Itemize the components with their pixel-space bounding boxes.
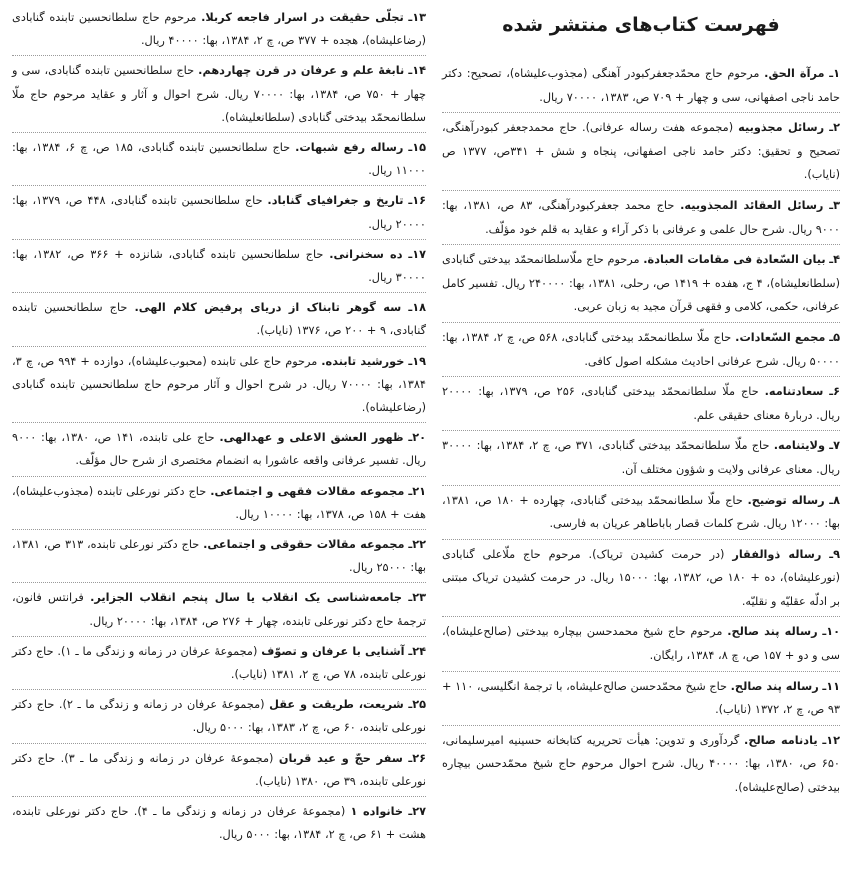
entry-details: حاج علی تابنده، ۱۴۱ ص، ۱۳۸۰، بها: ۹۰۰۰ ریال. تفسیر عرفانی واقعه عاشورا به انضمام مختصری از شرح حال مؤلّف.: [12, 431, 426, 468]
book-entry: [12, 6, 426, 56]
entry-details: حاج سلطانحسین تابنده گنابادی، ۱۸۵ ص، چ ۶، ۱۳۸۴، بها: ۱۱۰۰۰ ریال.: [12, 141, 426, 178]
entry-details: (در حرمت کشیدن تریاک). مرحوم حاج ملّاعلی گنابادی (نورعلیشاه)، ده + ۱۸۰ ص، ۱۳۸۲، بها: ۱۵۰۰۰ ریال. در حرمت کشیدن تریاک مبتنی بر ادلّه عقلیّه و نقلیّه.: [442, 547, 840, 608]
entry-title: ده سخنرانی.: [329, 247, 403, 261]
entry-number: ۲۴ـ: [408, 644, 426, 658]
entry-number: ۲۳ـ: [408, 591, 426, 605]
book-entry: [12, 693, 426, 743]
entry-number: ۳ـ: [829, 198, 840, 212]
entry-details: حاج شیخ محمّدحسن صالح‌علیشاه، با ترجمهٔ انگلیسی، ۱۱۰ + ۹۳ ص، چ ۲، ۱۳۷۲ (نایاب).: [442, 679, 840, 717]
entry-details: حاج ملّا سلطانمحمّد بیدختی گنابادی، چهارده + ۱۸۰ ص، ۱۳۸۱، بها: ۱۲۰۰۰ ریال. شرح کلمات قصار باباطاهر عریان به فارسی.: [442, 493, 840, 531]
entry-details: حاج سلطانحسین تابنده گنابادی، سی و چهار + ۷۵۰ ص، ۱۳۸۴، بها: ۷۰۰۰۰ ریال. شرح احوال و آثار و عقاید مرحوم حاج ملّا سلطانمحمّد بیدختی گنابادی (سلطانعلیشاه).: [12, 64, 426, 124]
entry-number: ۹ـ: [829, 547, 841, 561]
entry-number: ۲۵ـ: [408, 698, 427, 712]
book-list-right: [442, 62, 840, 803]
entry-details: حاج ملّا سلطانمحمّد بیدختی گنابادی، ۵۶۸ ص، چ ۲، ۱۳۸۴، بها: ۵۰۰۰۰ ریال. شرح عرفانی احادیث مشکله اصول کافی.: [442, 330, 840, 368]
entry-title: تجلّی حقیقت در اسرار فاجعه کربلا.: [201, 11, 404, 24]
entry-title: یادنامه صالح.: [744, 733, 818, 747]
entry-title: خانواده ۱: [350, 805, 404, 819]
entry-number: ۱۵ـ: [408, 141, 426, 155]
book-entry: [12, 640, 426, 690]
entry-number: ۲ـ: [829, 121, 840, 135]
entry-details: حاج دکتر نورعلی تابنده (مجذوب‌علیشاه)، هفت + ۱۵۸ ص، ۱۳۷۸، بها: ۱۰۰۰۰ ریال.: [12, 484, 426, 521]
book-entry: [12, 243, 426, 293]
book-entry: [442, 729, 840, 803]
entry-title: خورشید تابنده.: [321, 354, 405, 368]
entry-number: ۱۷ـ: [408, 247, 426, 261]
entry-title: رساله پند صالح.: [727, 625, 818, 639]
entry-details: گردآوری و تدوین: هیأت تحریریه کتابخانه حسینیه امیرسلیمانی، ۶۵۰ ص، ۱۳۸۰، بها: ۴۰۰۰۰ ریال. شرح احوال مرحوم حاج شیخ محمّدحسن بیچاره بیدختی (صالح‌علیشاه).: [442, 733, 840, 795]
entry-title: جامعه‌شناسی یک انقلاب یا سال پنجم انقلاب الجزایر.: [90, 591, 403, 605]
entry-details: (مجموعهٔ عرفان در زمانه و زندگی ما ـ ۴). حاج دکتر نورعلی تابنده، هشت + ۶۱ ص، چ ۲، ۱۳۸۴، بها: ۵۰۰۰ ریال.: [12, 805, 426, 842]
entry-number: ۱۳ـ: [408, 11, 427, 24]
entry-title: شریعت، طریقت و عقل: [269, 698, 404, 712]
entry-number: ۱۶ـ: [408, 194, 426, 208]
entry-details: حاج سلطانحسین تابنده گنابادی، ۴۴۸ ص، ۱۳۷۹، بها: ۲۰۰۰۰ ریال.: [12, 194, 426, 231]
book-entry: [12, 350, 426, 424]
entry-number: ۲۲ـ: [408, 538, 426, 552]
entry-title: رسائل مجذوبیه: [738, 121, 825, 135]
entry-number: ۵ـ: [829, 330, 840, 344]
book-entry: [442, 248, 840, 323]
entry-details: مرحوم حاج شیخ محمدحسن بیچاره بیدختی (صالح‌علیشاه)، سی و دو + ۱۵۷ ص، چ ۸، ۱۳۸۴، رایگان.: [442, 625, 840, 663]
entry-number: ۱۲ـ: [822, 733, 840, 747]
book-entry: [442, 380, 840, 431]
book-entry: [442, 434, 840, 485]
book-entry: [12, 136, 426, 186]
entry-title: مرآة الحق.: [764, 67, 825, 80]
book-entry: [442, 675, 840, 726]
entry-number: ۴ـ: [829, 253, 841, 267]
book-entry: [442, 543, 840, 618]
book-entry: [12, 296, 426, 346]
entry-details: حاج ملّا سلطانمحمّد بیدختی گنابادی، ۳۷۱ ص، چ ۲، ۱۳۸۴، بها: ۳۰۰۰۰ ریال. معنای عرفانی ولایت و شؤون مختلف آن.: [442, 439, 840, 476]
entry-title: رساله ذوالفقار: [732, 547, 822, 561]
book-entry: [12, 189, 426, 239]
entry-title: ولایتنامه.: [773, 439, 825, 453]
book-entry: [442, 62, 840, 113]
entry-details: حاج ملّا سلطانمحمّد بیدختی گنابادی، ۲۵۶ ص، ۱۳۷۹، بها: ۲۰۰۰۰ ریال. دربارهٔ معنای حقیقی علم.: [442, 385, 840, 422]
entry-title: مجموعه مقالات فقهی و اجتماعی.: [210, 484, 405, 498]
entry-number: ۱۴ـ: [408, 64, 426, 78]
book-entry: [12, 800, 426, 849]
entry-details: مرحوم حاج سلطانحسین تابنده گنابادی (رضاعلیشاه)، هجده + ۳۷۷ ص، چ ۲، ۱۳۸۴، بها: ۴۰۰۰۰ ریال.: [12, 11, 426, 48]
entry-title: تاریخ و جغرافیای گناباد.: [267, 194, 404, 208]
entry-number: ۱ـ: [829, 67, 840, 80]
entry-details: (مجموعهٔ عرفان در زمانه و زندگی ما ـ ۲). حاج دکتر نورعلی تابنده، ۶۰ ص، چ ۲، ۱۳۸۳، بها: ۵۰۰۰ ریال.: [12, 698, 426, 735]
entry-title: بیان السّعادة فی مقامات العبادة.: [643, 253, 826, 267]
entry-title: آشنایی با عرفان و تصوّف: [261, 644, 405, 658]
page-title: فهرست کتاب‌های منتشر شده: [502, 14, 780, 36]
book-entry: [442, 326, 840, 377]
book-entry: [12, 747, 426, 797]
entry-details: (مجموعه هفت رساله عرفانی). حاج محمدجعفر کبودرآهنگی، تصحیح و تحقیق: دکتر حامد ناجی اصفهانی، پنجاه و شش + ۳۴۱ص، ۱۳۷۷ ص (نایاب).: [442, 121, 841, 182]
entry-title: سعادتنامه.: [764, 385, 824, 399]
entry-number: ۸ـ: [829, 493, 841, 507]
book-entry: [12, 586, 426, 636]
entry-number: ۷ـ: [829, 439, 840, 453]
entry-number: ۱۸ـ: [408, 301, 427, 315]
entry-number: ۱۱ـ: [822, 679, 841, 693]
right-column: [442, 0, 840, 806]
entry-details: حاج سلطانحسین تابنده گنابادی، ۹ + ۲۰۰ ص، ۱۳۷۶ (نایاب).: [12, 301, 426, 338]
book-entry: [12, 480, 426, 530]
entry-number: ۲۶ـ: [408, 751, 427, 765]
entry-title: رسائل العقائد المجذوبیه.: [680, 198, 824, 212]
book-entry: [12, 426, 426, 476]
entry-details: فرانتس فانون، ترجمهٔ حاج دکتر نورعلی تابنده، چهار + ۲۷۶ ص، ۱۳۸۴، بها: ۲۰۰۰۰ ریال.: [12, 591, 426, 628]
entry-number: ۶ـ: [829, 385, 840, 399]
entry-details: مرحوم حاج محمّدجعفرکبودر آهنگی (مجذوب‌علیشاه)، تصحیح: دکتر حامد ناجی اصفهانی، سی و چهار + ۷۰۹ ص، ۱۳۸۳، ۷۰۰۰۰ ریال.: [442, 67, 840, 104]
book-entry: [442, 116, 840, 191]
entry-title: سه گوهر تابناک از دریای پرفیض کلام الهی.: [134, 301, 402, 315]
entry-title: ظهور العشق الاعلی و عهدالهی.: [219, 431, 404, 445]
entry-number: ۲۱ـ: [408, 484, 426, 498]
book-entry: [442, 620, 840, 671]
entry-details: مرحوم حاج ملّاسلطانمحمّد بیدختی گنابادی (سلطانعلیشاه)، ۴ ج، هفده + ۱۴۱۹ ص، رحلی، ۱۳۸۱، بها: ۲۴۰۰۰۰ ریال. تفسیر کامل عرفانی، حکمی، کلامی و فقهی قرآن مجید به زبان عربی.: [442, 253, 840, 314]
book-list-left: [12, 6, 426, 850]
entry-number: ۲۰ـ: [408, 431, 426, 445]
entry-title: مجموعه مقالات حقوقی و اجتماعی.: [203, 538, 405, 552]
entry-title: رساله رفع شبهات.: [295, 141, 404, 155]
entry-title: رساله پند صالح.: [730, 679, 819, 693]
entry-number: ۱۰ـ: [822, 625, 841, 639]
book-entry: [12, 59, 426, 133]
entry-title: نابغهٔ علم و عرفان در قرن چهاردهم.: [198, 64, 405, 78]
entry-details: (مجموعهٔ عرفان در زمانه و زندگی ما ـ ۱). حاج دکتر نورعلی تابنده، ۷۸ ص، چ ۲، ۱۳۸۱ (نایاب).: [12, 644, 426, 682]
entry-title: سفر حجّ و عید قربان: [278, 751, 403, 765]
entry-details: حاج سلطانحسین تابنده گنابادی، شانزده + ۳۶۶ ص، ۱۳۸۲، بها: ۳۰۰۰۰ ریال.: [12, 247, 426, 285]
entry-details: مرحوم حاج علی تابنده (محبوب‌علیشاه)، دوازده + ۹۹۴ ص، چ ۳، ۱۳۸۴، بها: ۷۰۰۰۰ ریال. در شرح احوال و آثار مرحوم حاج سلطانحسین تابنده گنابادی (رضاعلیشاه).: [12, 354, 426, 415]
left-column: [12, 0, 426, 853]
entry-number: ۲۷ـ: [408, 805, 426, 819]
book-entry: [442, 489, 840, 540]
book-entry: [442, 194, 840, 245]
entry-details: (مجموعهٔ عرفان در زمانه و زندگی ما ـ ۳). حاج دکتر نورعلی تابنده، ۳۹ ص، ۱۳۸۰ (نایاب).: [12, 751, 426, 788]
entry-number: ۱۹ـ: [408, 354, 427, 368]
entry-title: رساله توضیح.: [747, 493, 825, 507]
entry-details: حاج محمد جعفرکبودرآهنگی، ۸۳ ص، ۱۳۸۱، بها: ۹۰۰۰ ریال. شرح حال علمی و عرفانی با ذکر آراء و عقاید به قلم خود مؤلّف.: [442, 198, 840, 236]
entry-details: حاج دکتر نورعلی تابنده، ۳۱۳ ص، ۱۳۸۱، بها: ۲۵۰۰۰ ریال.: [12, 538, 426, 575]
entry-title: مجمع السّعادات.: [735, 330, 826, 344]
book-entry: [12, 533, 426, 583]
